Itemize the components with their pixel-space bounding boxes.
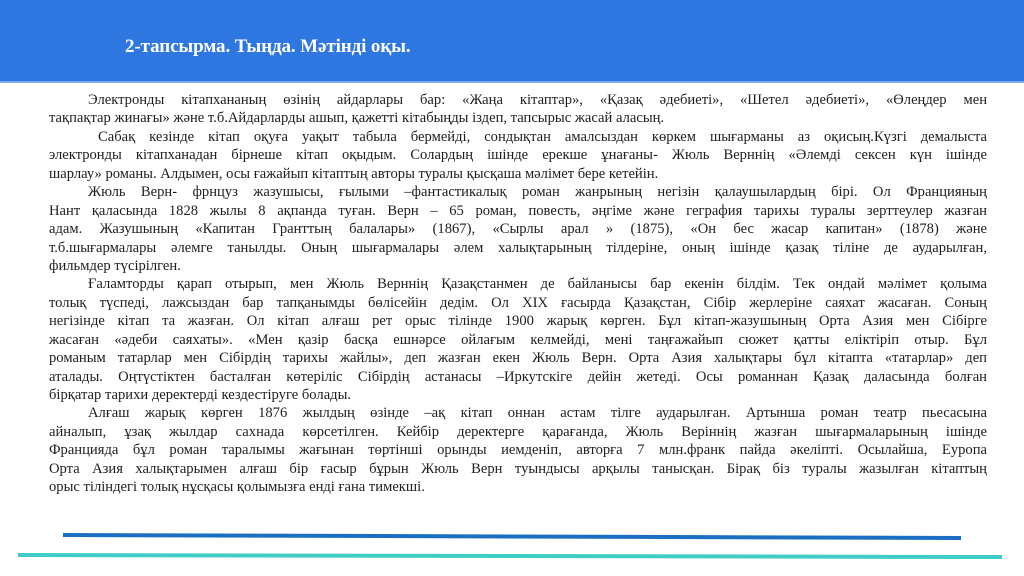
decorative-rule-dark-blue [63, 533, 961, 540]
text-line: фильмдер түсірілген. [49, 257, 181, 274]
text-line: Сабақ кезінде кітап оқуға уақыт табыла бермейді, сондықтан амалсыздан көркем шығарманы аз оқисың.Күзгі демалыста [98, 128, 987, 145]
text-line: толық түспеді, лажсыздан бар тапқанымды бөлісейін дедім. Ол XIX ғасырда Қазақстан, Сібір жерлеріне саяхат жасаған. Соның [49, 294, 987, 311]
paragraph-3 [49, 183, 987, 275]
text-line: Алғаш жарық көрген 1876 жылдың өзінде –ақ кітап оннан астам тілге аударылған. Артынша роман театр пьесасына [88, 405, 987, 422]
text-line: Францияда бұл роман таралымы жағынан төртінші орынды иемденіп, авторға 7 млн.франк пайда әкеліпті. Осылайша, Еуропа [49, 442, 987, 459]
paragraph-1 [49, 91, 987, 128]
text-line: жасаған «әдеби саяхаты». «Мен қазір басқа ешнәрсе ойлағым келмейді, мені таңғажайып сюжет қатты еліктіріп отыр. Бұл [49, 331, 987, 348]
paragraph-4 [49, 275, 987, 404]
text-line: Электронды кітапхананың өзінің айдарлары бар: «Жаңа кітаптар», «Қазақ әдебиеті», «Шетел әдебиеті», «Өлеңдер мен [88, 92, 987, 108]
text-line: негізінде кітап та жазған. Ол кітап алғаш рет орыс тілінде 1900 жарық көрген. Бұл кітап-жазушының Орта Азия мен Сібірге [49, 313, 987, 330]
text-line: аталады. Оңтүстіктен басталған көтеріліс Сібірдің астанасы –Иркутскіге дейін жетеді. Осы романнан Қазақ даласында болған [49, 368, 987, 385]
text-line: Жюль Верн- фрнцуз жазушысы, ғылыми –фантастикалық роман жанрының негізін қалаушылардың бірі. Ол Францияның [88, 184, 987, 201]
reading-text [49, 91, 987, 497]
text-line: адам. Жазушының «Капитан Гранттың балалары» (1867), «Сырлы арал » (1875), «Он бес жасар капитан» (1878) және [49, 221, 987, 238]
text-line: т.б.шығармалары әлемге танылды. Оның шығармалары әлем халықтарының тілдеріне, оның ішінде қазақ тіліне де аударылған, [49, 239, 987, 256]
text-line: Нант қаласында 1828 жылы 8 ақпанда туған. Верн – 65 роман, повесть, әңгіме және гeграфия тарихы туралы зерттеулер жазған [49, 202, 987, 219]
paragraph-2 [49, 128, 987, 183]
text-line: айналып, ұзақ жылдар сахнада көрсетілген. Кейбір деректерге қарағанда, Жюль Верiннiң жазған шығармаларының ішінде [49, 423, 987, 440]
text-line: романым татарлар мен Сібірдің тарихы жайлы», деп жазған екен Жюль Верн. Орта Азия халықтары бұл кітапта «татарлар» деп [49, 350, 987, 367]
text-line: тақпақтар жинағы» және т.б.Айдарларды ашып, қажетті кітабыңды іздеп, тапсырыс жасай аласың. [49, 110, 665, 127]
text-line: бірқатар тарихи деректерді кездестіруге болады. [49, 387, 352, 403]
slide-title: 2-тапсырма. Тыңда. Мәтінді оқы. [125, 36, 411, 57]
text-line: Ғаламторды қарап отырып, мен Жюль Верннің Қазақстанмен де байланысы бар екенін білдім. Тек ондай мәлімет қолыма [88, 276, 987, 293]
slide-header-banner [0, 0, 1024, 83]
text-line: электронды кітапханадан бірнеше кітап оқыдым. Солардың ішінде ерекше ұнағаны- Жюль Верннің «Әлемді сексен күн ішінде [49, 147, 987, 164]
text-line: Орта Азия халықтарымен алғаш бір ғасыр бұрын Жюль Верн туындысы арқылы танысқан. Бірақ біз туралы жазылған кітаптың [49, 460, 987, 477]
paragraph-5 [49, 404, 987, 496]
decorative-rule-teal [18, 553, 1002, 559]
text-line: орыс тіліндегі толық нұсқасы қолымызға енді ғана тимекші. [49, 479, 425, 496]
text-line: шарлау» романы. Алдымен, осы ғажайып кітаптың авторы туралы қысқаша мәлімет бере кетейін. [49, 165, 659, 182]
